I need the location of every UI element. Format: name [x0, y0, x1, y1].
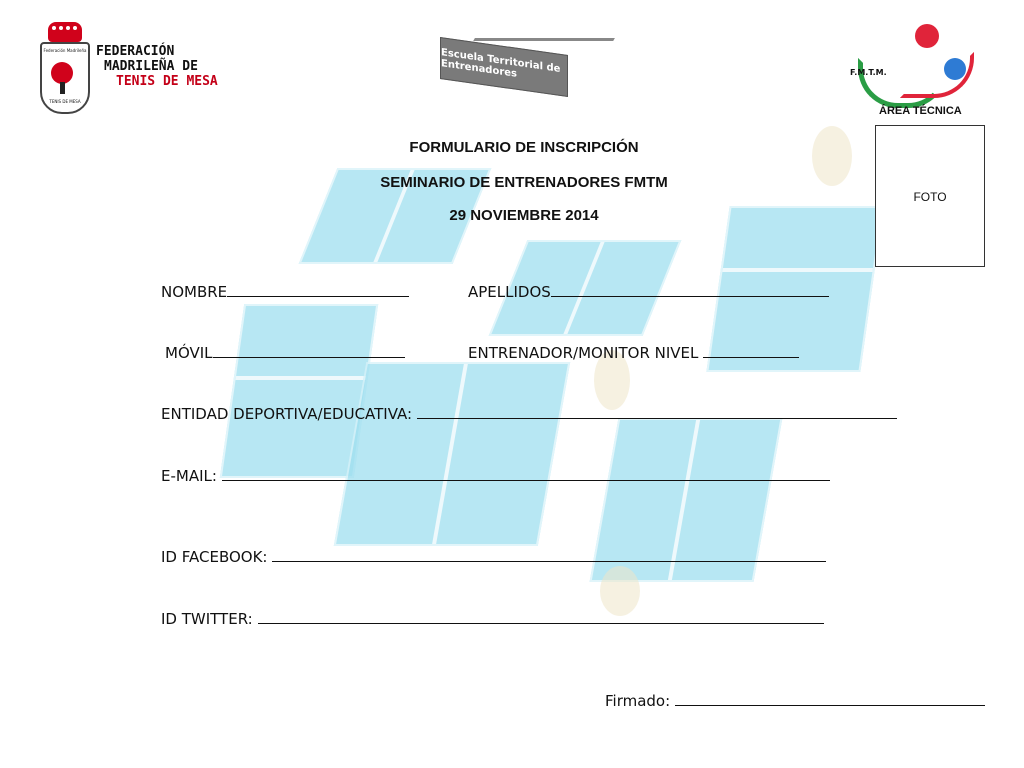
nombre-line[interactable]: [227, 282, 409, 297]
twitter-label: ID TWITTER:: [161, 610, 253, 628]
email-label: E-MAIL:: [161, 467, 217, 485]
apellidos-label: APELLIDOS: [468, 283, 551, 301]
federation-shield-logo: [40, 42, 90, 114]
seminar-title: SEMINARIO DE ENTRENADORES FMTM: [380, 174, 668, 191]
entrenador-label: ENTRENADOR/MONITOR NIVEL: [468, 344, 699, 362]
shield-top-text: Federación Madrileña: [43, 48, 87, 53]
movil-line[interactable]: [213, 343, 405, 358]
paddle-icon: [51, 62, 73, 84]
twitter-field[interactable]: [161, 609, 824, 628]
fmtm-figure-icon: [915, 24, 939, 48]
photo-label: FOTO: [913, 190, 947, 204]
entrenador-line[interactable]: [703, 343, 799, 358]
area-tecnica-label: ÁREA TÉCNICA: [879, 105, 962, 117]
twitter-line[interactable]: [258, 609, 824, 624]
escuela-logo: Escuela Territorial de Entrenadores: [440, 37, 568, 97]
ping-pong-table: [334, 362, 570, 546]
firmado-line[interactable]: [675, 691, 985, 706]
facebook-label: ID FACEBOOK:: [161, 548, 268, 566]
nombre-field[interactable]: [161, 282, 409, 301]
crown-icon: [48, 22, 82, 42]
shield-bottom-text: TENIS DE MESA: [49, 99, 81, 104]
facebook-field[interactable]: [161, 547, 826, 566]
federation-name: FEDERACIÓN MADRILEÑA DE TENIS DE MESA: [96, 44, 218, 89]
form-title: FORMULARIO DE INSCRIPCIÓN: [409, 139, 639, 156]
email-field[interactable]: [161, 466, 830, 485]
apellidos-line[interactable]: [551, 282, 829, 297]
nombre-label: NOMBRE: [161, 283, 228, 301]
entidad-line[interactable]: [417, 404, 897, 419]
firmado-field[interactable]: [605, 691, 985, 710]
movil-field[interactable]: [165, 343, 405, 362]
entidad-field[interactable]: [161, 404, 897, 423]
movil-label: MÓVIL: [165, 344, 213, 362]
firmado-label: Firmado:: [605, 692, 671, 710]
email-line[interactable]: [222, 466, 830, 481]
facebook-line[interactable]: [272, 547, 826, 562]
ball-icon: [944, 58, 966, 80]
entidad-label: ENTIDAD DEPORTIVA/EDUCATIVA:: [161, 405, 413, 423]
fmtm-label: F.M.T.M.: [850, 68, 887, 77]
seminar-date: 29 NOVIEMBRE 2014: [449, 207, 599, 224]
apellidos-field[interactable]: [468, 282, 829, 301]
entrenador-field[interactable]: [468, 343, 799, 362]
